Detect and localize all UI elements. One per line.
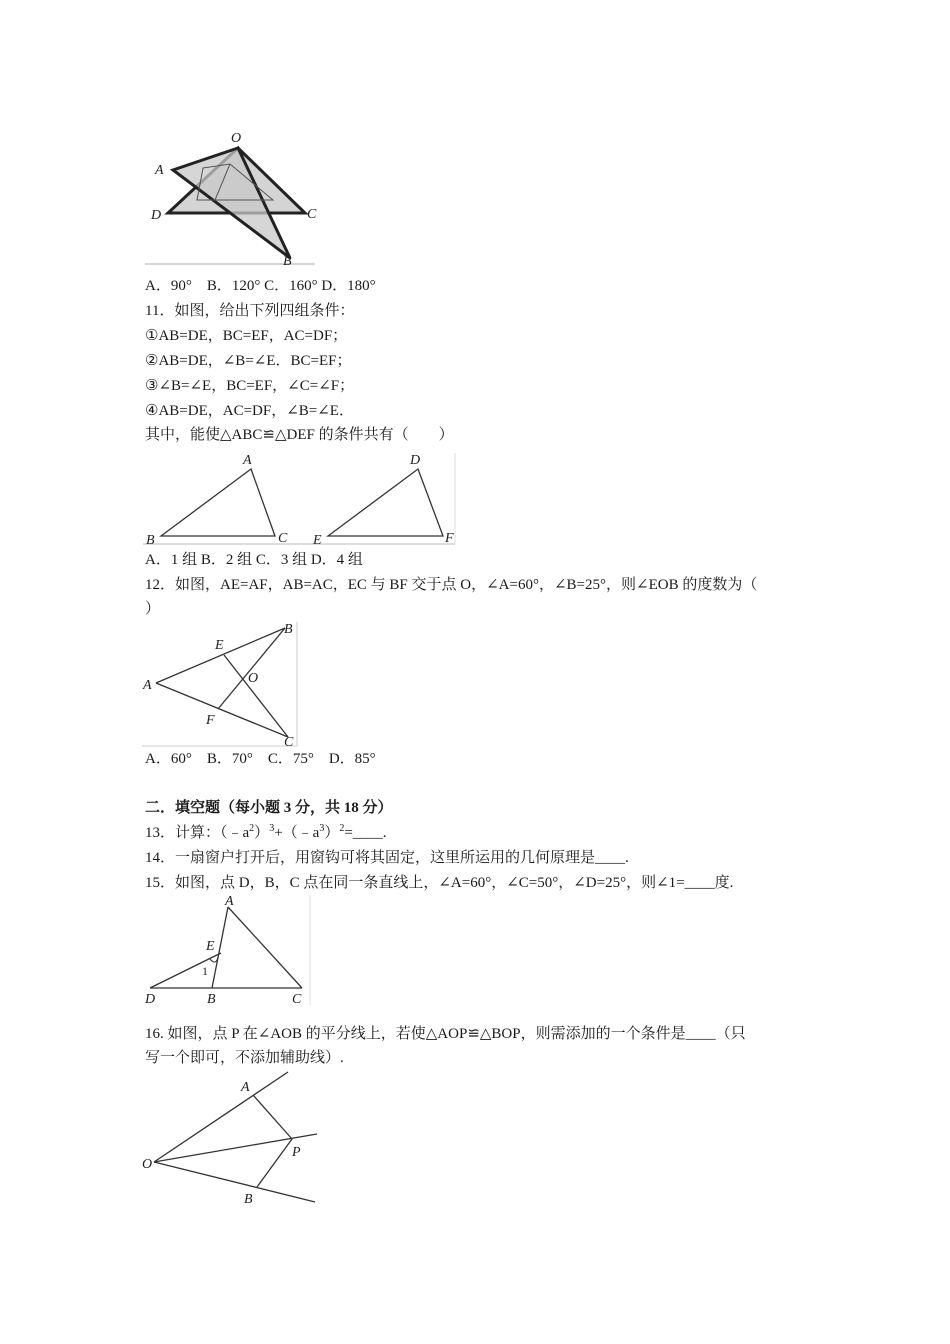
label-angle-1: 1 bbox=[202, 964, 208, 978]
label-f: F bbox=[206, 713, 215, 728]
segment-ap bbox=[253, 1095, 292, 1139]
label-b: B bbox=[283, 254, 292, 269]
q12-stem-line1: 12．如图，AE=AF，AB=AC，EC 与 BF 交于点 O，∠A=60°，∠B=25°，则∠EOB 的度数为（ bbox=[145, 577, 758, 593]
segment-ac bbox=[228, 907, 302, 988]
section-2-title: 二．填空题（每小题 3 分，共 18 分） bbox=[145, 800, 393, 816]
q11-ask: 其中，能使△ABC≌△DEF 的条件共有（ ） bbox=[145, 427, 454, 443]
q16-line2: 写一个即可，不添加辅助线）. bbox=[145, 1050, 344, 1066]
triangle-def bbox=[328, 469, 443, 536]
segment-ab bbox=[156, 628, 285, 683]
label-a: A bbox=[155, 163, 164, 178]
ray-ob bbox=[154, 1162, 315, 1202]
label-c: C bbox=[292, 992, 302, 1007]
q12-stem-line2: ） bbox=[145, 601, 161, 617]
label-c: C bbox=[278, 531, 288, 546]
label-d: D bbox=[145, 992, 156, 1007]
q16-line1: 16. 如图，点 P 在∠AOB 的平分线上，若使△AOP≌△BOP，则需添加的一个条件是____（只 bbox=[145, 1026, 746, 1042]
figure-q10 bbox=[145, 128, 325, 268]
q11-condition-3: ③∠B=∠E，BC=EF，∠C=∠F； bbox=[145, 378, 355, 394]
label-o: O bbox=[142, 1157, 153, 1172]
segment-bf bbox=[218, 628, 285, 709]
segment-bp bbox=[257, 1139, 292, 1187]
label-f: F bbox=[445, 531, 454, 546]
triangle-abc bbox=[161, 469, 275, 536]
label-e: E bbox=[206, 939, 215, 954]
label-a: A bbox=[143, 678, 152, 693]
segment-ac bbox=[156, 683, 288, 737]
q11-condition-4: ④AB=DE，AC=DF，∠B=∠E． bbox=[145, 403, 354, 419]
label-c: C bbox=[284, 735, 294, 750]
q12-options: A．60° B．70° C．75° D．85° bbox=[145, 751, 376, 767]
segment-ec bbox=[224, 655, 288, 737]
label-a: A bbox=[243, 453, 252, 468]
label-o: O bbox=[248, 671, 259, 686]
q11-stem: 11．如图，给出下列四组条件： bbox=[145, 303, 355, 319]
label-p: P bbox=[292, 1145, 301, 1160]
ray-oa bbox=[154, 1072, 288, 1162]
label-b: B bbox=[207, 992, 216, 1007]
q11-condition-2: ②AB=DE，∠B=∠E．BC=EF； bbox=[145, 353, 352, 369]
label-e: E bbox=[313, 533, 322, 548]
label-a: A bbox=[225, 894, 234, 909]
figure-q15 bbox=[140, 893, 315, 1008]
figure-q11 bbox=[143, 448, 463, 548]
label-d: D bbox=[151, 208, 162, 223]
label-d: D bbox=[410, 453, 421, 468]
segment-de bbox=[150, 953, 221, 988]
label-o: O bbox=[231, 131, 242, 146]
q13: 13．计算：$(﹣a^2)^3+(﹣a^3)^2=\_\_\_\_$. bbox=[145, 823, 387, 841]
q11-condition-1: ①AB=DE，BC=EF，AC=DF； bbox=[145, 328, 348, 344]
q15: 15．如图，点 D，B，C 点在同一条直线上，∠A=60°，∠C=50°，∠D=25°，则∠1=____度. bbox=[145, 875, 734, 891]
label-b: B bbox=[244, 1192, 253, 1207]
q10-options: A．90° B．120° C．160° D．180° bbox=[145, 278, 376, 294]
label-e: E bbox=[215, 638, 224, 653]
label-c: C bbox=[307, 207, 317, 222]
q11-options: A．1 组 B．2 组 C．3 组 D．4 组 bbox=[145, 552, 363, 568]
label-b: B bbox=[146, 533, 155, 548]
figure-q16 bbox=[140, 1068, 325, 1208]
label-a: A bbox=[241, 1080, 250, 1095]
label-b: B bbox=[284, 622, 293, 637]
figure-q12 bbox=[140, 620, 305, 750]
q14: 14．一扇窗户打开后，用窗钩可将其固定，这里所运用的几何原理是____. bbox=[145, 850, 629, 866]
